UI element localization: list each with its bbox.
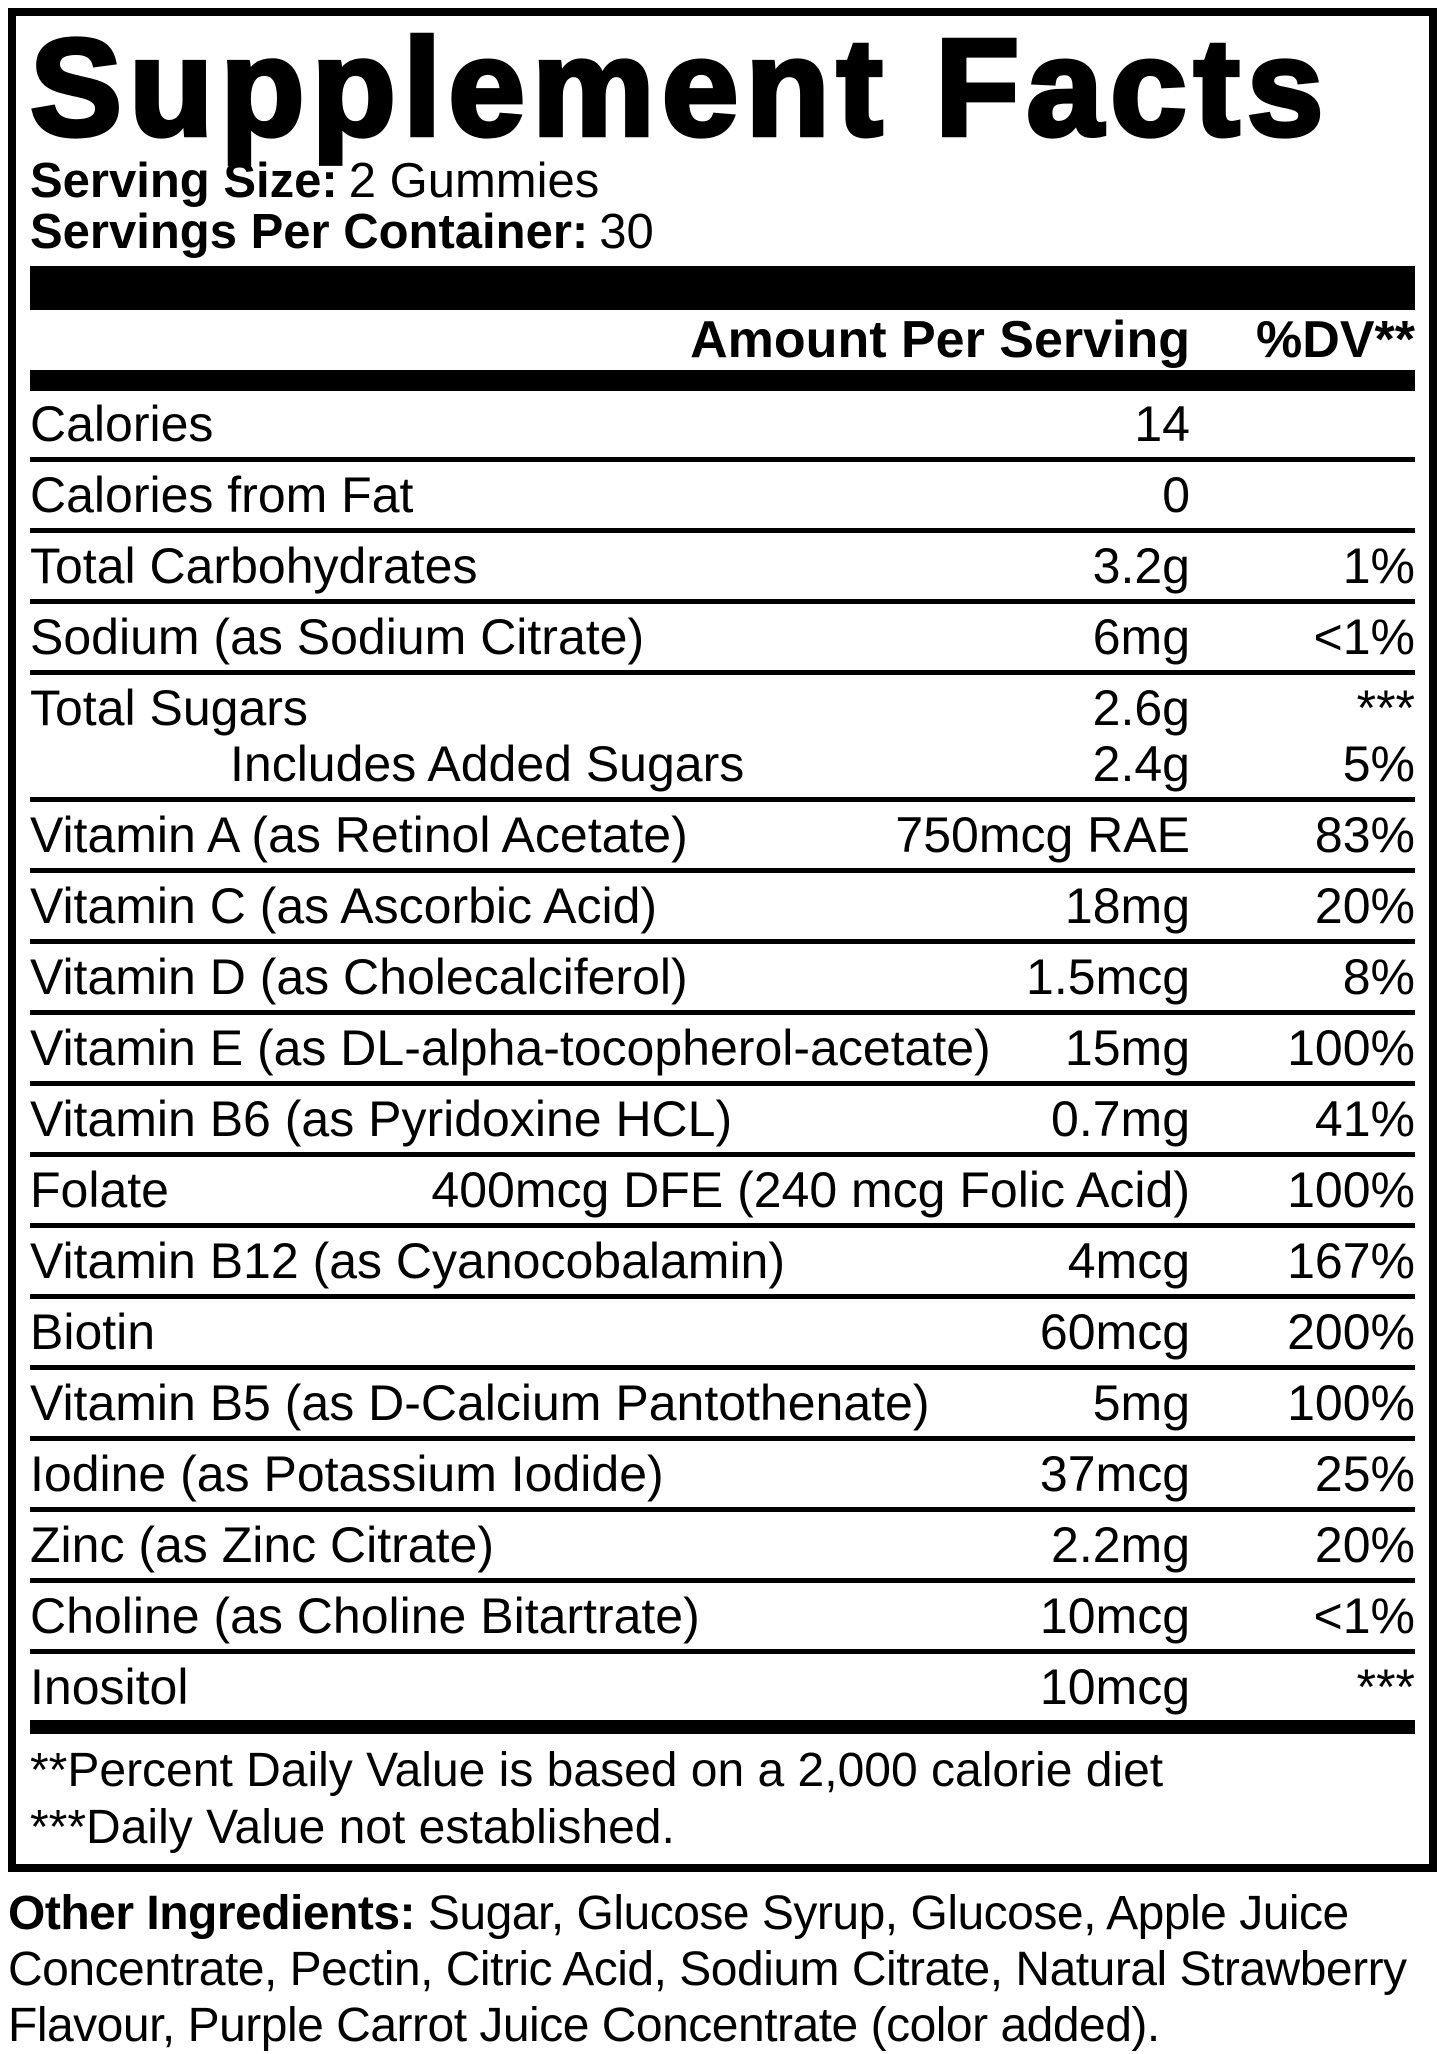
supplement-facts-panel: [8, 8, 1437, 1872]
nutrient-amount: 4mcg: [1067, 1233, 1190, 1289]
nutrient-dv: 100%: [1287, 1020, 1415, 1076]
nutrient-amount: 0.7mg: [1051, 1091, 1190, 1147]
nutrient-name: Vitamin B12 (as Cyanocobalamin): [30, 1233, 786, 1289]
divider-medium: [30, 370, 1415, 391]
nutrient-name: Vitamin B6 (as Pyridoxine HCL): [30, 1091, 733, 1147]
nutrient-amount: 37mcg: [1039, 1446, 1190, 1502]
nutrient-amount: 1.5mcg: [1026, 949, 1190, 1005]
nutrient-dv: 100%: [1287, 1375, 1415, 1431]
table-row: [30, 1659, 1415, 1715]
table-row-block: [30, 1578, 1415, 1649]
table-row: [30, 1233, 1415, 1289]
nutrient-dv: 1%: [1342, 538, 1415, 594]
divider-thick-top: [30, 266, 1415, 310]
nutrient-dv: ***: [1356, 1659, 1415, 1715]
table-header-row: [30, 310, 1415, 370]
table-row: [30, 949, 1415, 1005]
nutrient-name: Biotin: [30, 1304, 156, 1360]
nutrient-name: Total Carbohydrates: [30, 538, 478, 594]
other-ingredients-label: Other Ingredients:: [8, 1887, 416, 1940]
nutrient-name: Vitamin A (as Retinol Acetate): [30, 807, 688, 863]
table-row: [30, 807, 1415, 863]
table-row-block: [30, 1294, 1415, 1365]
nutrient-name: Zinc (as Zinc Citrate): [30, 1517, 494, 1573]
table-row: [30, 1517, 1415, 1573]
nutrient-name: Vitamin C (as Ascorbic Acid): [30, 878, 658, 934]
nutrient-amount: 5mg: [1092, 1375, 1190, 1431]
nutrient-dv: 8%: [1342, 949, 1415, 1005]
table-row-block: [30, 868, 1415, 939]
nutrient-amount: 14: [1134, 396, 1190, 452]
nutrient-dv: 41%: [1314, 1091, 1415, 1147]
page-title: Supplement Facts: [30, 11, 1331, 165]
table-row-block: [30, 1081, 1415, 1152]
footnotes: [30, 1734, 1415, 1856]
table-row: [30, 680, 1415, 736]
nutrient-name: Vitamin E (as DL-alpha-tocopherol-acetate): [30, 1020, 991, 1076]
footnote-line: **Percent Daily Value is based on a 2,000 calorie diet: [30, 1744, 1164, 1797]
table-row-block: [30, 670, 1415, 797]
other-ingredients-text: Sugar, Glucose Syrup, Glucose, Apple Juice Concentrate, Pectin, Citric Acid, Sodium Citrate, Natural Strawberry Flavour, Purple Carrot Juice Concentrate (color added).: [8, 1887, 1407, 2052]
table-row-block: [30, 599, 1415, 670]
table-row: [30, 1091, 1415, 1147]
nutrient-name: Iodine (as Potassium Iodide): [30, 1446, 664, 1502]
table-row-block: [30, 1507, 1415, 1578]
table-row-block: [30, 1010, 1415, 1081]
table-row-block: [30, 939, 1415, 1010]
table-row-block: [30, 1223, 1415, 1294]
nutrient-dv: <1%: [1313, 1588, 1415, 1644]
nutrient-dv: [1190, 467, 1415, 523]
nutrient-name: Calories: [30, 396, 214, 452]
table-row-block: [30, 391, 1415, 457]
nutrient-dv: 20%: [1314, 878, 1415, 934]
table-row: [30, 1304, 1415, 1360]
nutrient-amount: 400mcg DFE (240 mcg Folic Acid): [431, 1162, 1190, 1218]
table-row: [30, 736, 1415, 792]
nutrient-dv: ***: [1356, 680, 1415, 736]
table-row-block: [30, 1365, 1415, 1436]
nutrient-dv: 167%: [1287, 1233, 1415, 1289]
table-row-block: [30, 1436, 1415, 1507]
serving-size-value: 2 Gummies: [348, 154, 600, 208]
nutrient-name: Calories from Fat: [30, 467, 414, 523]
servings-per-container-label: Servings Per Container:: [30, 205, 589, 259]
table-row-block: [30, 457, 1415, 528]
nutrient-dv: 200%: [1287, 1304, 1415, 1360]
table-row: [30, 878, 1415, 934]
nutrient-amount: 3.2g: [1092, 538, 1190, 594]
nutrient-amount: 750mcg RAE: [895, 807, 1190, 863]
nutrient-amount: 15mg: [1064, 1020, 1190, 1076]
nutrient-dv: <1%: [1313, 609, 1415, 665]
servings-per-container-value: 30: [599, 205, 654, 259]
nutrient-name: Choline (as Choline Bitartrate): [30, 1588, 700, 1644]
header-percent-dv: %DV**: [1256, 311, 1415, 369]
nutrient-name: Total Sugars: [30, 680, 308, 736]
table-row: [30, 609, 1415, 665]
table-row-block: [30, 528, 1415, 599]
nutrient-amount: 2.6g: [1092, 680, 1190, 736]
nutrient-dv: 100%: [1287, 1162, 1415, 1218]
table-row-block: [30, 797, 1415, 868]
nutrient-name: Folate: [30, 1162, 169, 1218]
servings-per-container-line: [30, 207, 1415, 258]
nutrient-name: Vitamin B5 (as D-Calcium Pantothenate): [30, 1375, 930, 1431]
nutrient-amount: 2.4g: [1092, 736, 1190, 792]
nutrient-name: Inositol: [30, 1659, 189, 1715]
divider-thick-bottom: [30, 1720, 1415, 1734]
nutrient-dv: [1190, 396, 1415, 452]
nutrient-name: Includes Added Sugars: [230, 736, 745, 792]
nutrient-amount: 0: [1162, 467, 1190, 523]
nutrient-dv: 5%: [1342, 736, 1415, 792]
footnote-line: ***Daily Value not established.: [30, 1801, 675, 1854]
table-row: [30, 1446, 1415, 1502]
nutrient-dv: 20%: [1314, 1517, 1415, 1573]
table-row: [30, 1588, 1415, 1644]
nutrient-amount: 10mcg: [1039, 1659, 1190, 1715]
nutrient-amount: 2.2mg: [1051, 1517, 1190, 1573]
nutrient-table: [30, 391, 1415, 1720]
nutrient-name: Vitamin D (as Cholecalciferol): [30, 949, 688, 1005]
table-row: [30, 1375, 1415, 1431]
nutrient-amount: 10mcg: [1039, 1588, 1190, 1644]
nutrient-dv: 83%: [1314, 807, 1415, 863]
nutrient-amount: 6mg: [1092, 609, 1190, 665]
nutrient-amount: 60mcg: [1039, 1304, 1190, 1360]
table-row: [30, 1162, 1415, 1218]
table-row-block: [30, 1152, 1415, 1223]
table-row-block: [30, 1649, 1415, 1720]
nutrient-dv: 25%: [1314, 1446, 1415, 1502]
serving-size-label: Serving Size:: [30, 154, 338, 208]
table-row: [30, 1020, 1415, 1076]
table-row: [30, 396, 1415, 452]
table-row: [30, 538, 1415, 594]
nutrient-amount: 18mg: [1064, 878, 1190, 934]
table-row: [30, 467, 1415, 523]
nutrient-name: Sodium (as Sodium Citrate): [30, 609, 645, 665]
other-ingredients: [8, 1886, 1437, 2054]
header-amount-per-serving: Amount Per Serving: [690, 311, 1190, 369]
